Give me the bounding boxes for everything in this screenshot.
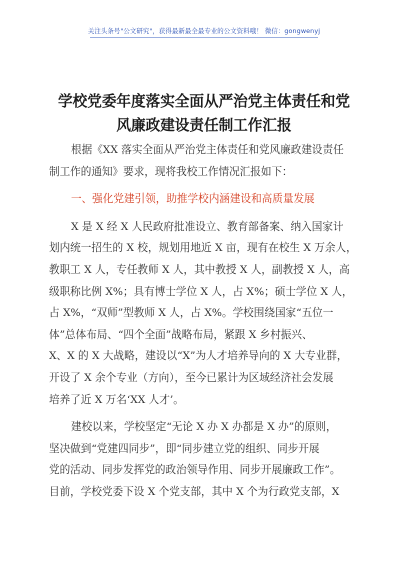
paragraph-line: X、X 的 X 大战略，建设以“X”为人才培养导向的 X 大专业群， xyxy=(49,350,348,363)
paragraph-line: 建校以来，学校坚定“无论 X 办 X 办都是 X 办”的原则， xyxy=(71,421,337,434)
paragraph-line: 教职工 X 人，专任教师 X 人，其中教授 X 人，副教授 X 人，高 xyxy=(49,263,350,276)
document-title xyxy=(40,90,368,138)
title-line-2: 风廉政建设责任制工作汇报 xyxy=(116,117,292,134)
intro-line: 制工作的通知》要求，现将我校工作情况汇报如下： xyxy=(49,165,293,178)
paragraph-line: 培养了近 X 万名‘XX 人才’。 xyxy=(49,393,184,406)
section-heading: 一、强化党建引领，助推学校内涵建设和高质量发展 xyxy=(71,193,315,206)
banner-divider xyxy=(90,37,318,38)
intro-line: 根据《XX 落实全面从严治党主体责任和党风廉政建设责任 xyxy=(71,144,344,156)
paragraph-line: 体”总体布局、“四个全面”战略布局，紧跟 X 乡村振兴、 xyxy=(49,328,313,341)
paragraph-line: 目前，学校党委下设 X 个党支部，其中 X 个为行政党支部，X xyxy=(49,485,340,498)
paragraph-line: X 是 X 经 X 人民政府批准设立、教育部备案、纳入国家计 xyxy=(71,220,344,233)
paragraph-line: 党的活动、同步发挥党的政治领导作用、同步开展廉政工作”。 xyxy=(49,464,341,477)
paragraph-line: 坚决做到“党建四同步”，即“同步建立党的组织、同步开展 xyxy=(49,442,320,455)
header-banner: 关注头条号"公文研究"，获得最新最全最专业的公文资料哦！ 微信：gongwenyj xyxy=(87,27,321,35)
title-line-1: 学校党委年度落实全面从严治党主体责任和党 xyxy=(58,93,350,110)
document-body xyxy=(49,140,364,504)
paragraph-line: 开设了 X 余个专业（方向），至今已累计为区域经济社会发展 xyxy=(49,371,334,384)
paragraph-line: 级职称比例 X%；具有博士学位 X 人，占 X%；硕士学位 X 人， xyxy=(49,285,353,298)
paragraph-line: 划内统一招生的 X 校，规划用地近 X 亩，现有在校生 X 万余人， xyxy=(49,242,357,255)
paragraph-line: 占 X%，“双师”型教师 X 人，占 X%。学校围绕国家“五位一 xyxy=(49,307,334,320)
